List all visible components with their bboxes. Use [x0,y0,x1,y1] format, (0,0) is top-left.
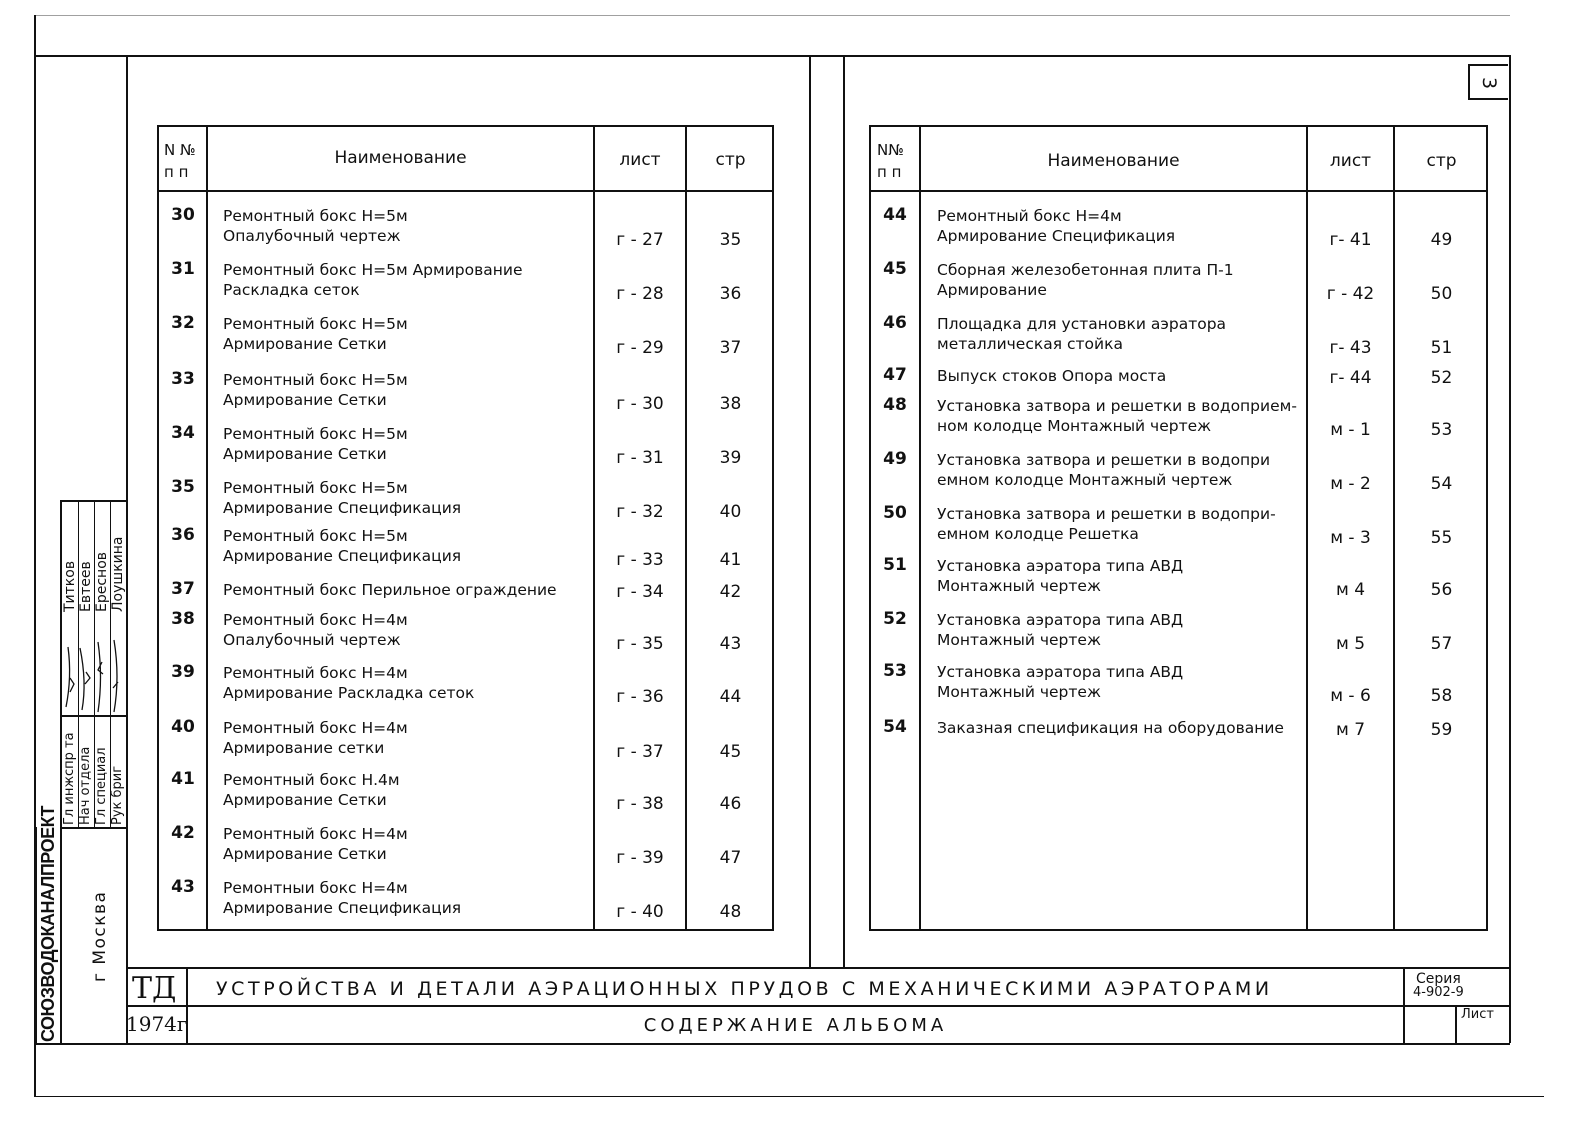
stamp-role-3: Гл специал [94,747,109,825]
row-name: Ремонтный бокс Н=4м Армирование Сетки [223,825,408,863]
outer-top-border [34,55,1510,57]
row-sheet: г - 27 [616,230,664,250]
row-page: 57 [1430,634,1453,654]
stamp-divider [62,827,128,829]
row-sheet: г - 40 [616,902,664,922]
row-number: 36 [171,525,195,545]
row-page: 44 [719,687,742,707]
row-page: 52 [1430,368,1453,388]
header-num: N № п п [164,141,196,181]
row-sheet: м 5 [1335,634,1366,654]
row-page: 56 [1430,580,1453,600]
row-number: 40 [171,717,195,737]
title-block [126,967,1511,1043]
row-page: 54 [1430,474,1453,494]
row-name: Ремонтный бокс Н=5м Армирование Спецификация [223,479,462,517]
row-page: 58 [1430,686,1453,706]
row-number: 32 [171,313,195,333]
drawing-subtitle: СОДЕРЖАНИЕ АЛЬБОМА [643,1015,948,1036]
outer-bottom-border [34,1043,1510,1045]
row-name: Ремонтный бокс Н=4м Опалубочный чертеж [223,611,408,649]
row-name: Ремонтныи бокс Н=4м Армирование Спецификация [223,879,462,917]
row-sheet: г - 33 [616,550,664,570]
row-sheet: м 4 [1335,580,1366,600]
row-sheet: г - 34 [616,582,664,602]
stamp-role-4: Рук бриг [110,765,125,825]
row-number: 41 [171,769,195,789]
row-number: 43 [171,877,195,897]
row-sheet: м - 3 [1330,528,1371,548]
row-name: Установка аэратора типа АВД Монтажный чертеж [937,557,1184,595]
header-name: Наименование [1047,151,1180,171]
row-page: 40 [719,502,742,522]
row-page: 41 [719,550,742,570]
center-fold-line-right [843,55,845,967]
stamp-role-1: Гл инжспр та [62,732,77,825]
row-number: 49 [883,449,907,469]
row-name: Ремонтный бокс Н=5м Армирование Сетки [223,425,408,463]
row-name: Ремонтный бокс Перильное ограждение [223,581,557,599]
row-sheet: г - 42 [1326,284,1375,304]
row-name: Выпуск стоков Опора моста [937,367,1167,385]
row-number: 30 [171,205,195,225]
row-sheet: м - 2 [1330,474,1371,494]
drawing-title: УСТРОЙСТВА И ДЕТАЛИ АЭРАЦИОННЫХ ПРУДОВ С МЕХАНИЧЕСКИМИ АЭРАТОРАМИ [216,978,1273,1000]
page-number: 3 [1478,76,1500,90]
row-name: Ремонтный бокс Н.4м Армирование Сетки [223,771,400,809]
row-page: 59 [1430,720,1453,740]
row-sheet: г - 35 [616,634,664,654]
row-sheet: г - 31 [616,448,664,468]
header-divider [871,190,1488,192]
stamp-name-2: Евтеев [78,561,94,612]
row-sheet: м - 6 [1330,686,1371,706]
row-sheet: м 7 [1335,720,1366,740]
series-label: Серия [1416,971,1461,987]
row-sheet: г - 37 [616,742,664,762]
row-page: 55 [1430,528,1453,548]
row-name: Установка аэратора типа АВД Монтажный чертеж [937,611,1184,649]
stamp-separator [126,55,128,1043]
row-sheet: г- 44 [1329,368,1372,388]
stamp-name-4: Лоушкина [110,536,126,612]
row-number: 53 [883,661,907,681]
row-number: 45 [883,259,907,279]
row-number: 42 [171,823,195,843]
page-number-box [1468,64,1508,100]
row-name: Ремонтный бокс Н=5м Армирование Раскладка сеток [223,261,523,299]
row-sheet: г - 29 [616,338,664,358]
row-page: 49 [1430,230,1453,250]
row-number: 34 [171,423,195,443]
page-top-edge [34,15,1510,16]
row-number: 31 [171,259,195,279]
row-number: 54 [883,717,907,737]
stamp-name-1: Титков [62,560,78,612]
header-divider [159,190,774,192]
row-sheet: г - 39 [616,848,664,868]
row-number: 33 [171,369,195,389]
signatures-icon [62,632,128,715]
header-sheet: лист [619,150,661,170]
stamp-divider-names [62,715,128,717]
title-block-code: ТД [132,971,177,1006]
row-sheet: г- 41 [1329,230,1372,250]
row-page: 42 [719,582,742,602]
col-divider-num [206,127,208,931]
sheet-label: Лист [1461,1007,1494,1022]
side-stamp [38,500,126,1043]
header-sheet: лист [1329,151,1372,171]
row-number: 50 [883,503,907,523]
header-page: стр [715,150,746,170]
row-sheet: м - 1 [1330,420,1371,440]
row-name: Ремонтный бокс Н=4м Армирование Спецификация [937,207,1176,245]
row-number: 47 [883,365,907,385]
header-num: N№ п п [877,141,904,181]
row-page: 46 [719,794,742,814]
stamp-name-3: Ереснов [94,551,110,612]
row-page: 38 [719,394,742,414]
row-page: 53 [1430,420,1453,440]
title-block-year: 1974г [126,1012,188,1036]
row-number: 48 [883,395,907,415]
title-block-series-divider [1403,969,1405,1045]
page-bottom-border [34,1096,1544,1097]
row-page: 51 [1430,338,1453,358]
stamp-left-edge [36,827,37,1045]
row-sheet: г - 30 [616,394,664,414]
row-name: Установка затвора и решетки в водоприем- ном колодце Монтажный чертеж [937,397,1297,435]
title-block-sheet-divider [1455,1005,1457,1045]
stamp-city: г Москва [90,890,110,982]
row-number: 35 [171,477,195,497]
row-name: Заказная спецификация на оборудование [937,719,1284,737]
col-divider-num [919,127,921,931]
outer-right-border [1509,55,1511,1043]
series-value: 4-902-9 [1413,985,1464,1000]
row-name: Установка аэратора типа АВД Монтажный чертеж [937,663,1184,701]
row-number: 38 [171,609,195,629]
center-fold-line-left [809,55,811,967]
row-name: Сборная железобетонная плита П-1 Армирование [937,261,1234,299]
row-name: Ремонтный бокс Н=4м Армирование Раскладка сеток [223,664,475,702]
row-sheet: г - 38 [616,794,664,814]
header-page: стр [1426,151,1457,171]
row-sheet: г - 32 [616,502,664,522]
row-sheet: г- 43 [1329,338,1372,358]
row-page: 50 [1430,284,1453,304]
row-name: Ремонтный бокс Н=5м Армирование Сетки [223,315,408,353]
row-page: 36 [719,284,742,304]
row-name: Установка затвора и решетки в водопри- емном колодце Решетка [937,505,1276,543]
row-name: Ремонтный бокс Н=5м Армирование Спецификация [223,527,462,565]
row-sheet: г - 28 [616,284,664,304]
stamp-role-2: Нач отдела [78,746,93,825]
row-page: 39 [719,448,742,468]
header-name: Наименование [334,148,467,168]
row-page: 35 [719,230,742,250]
contents-table-right [869,125,1488,931]
row-name: Ремонтный бокс Н=4м Армирование сетки [223,719,408,757]
title-block-divider [126,1005,1511,1007]
row-number: 52 [883,609,907,629]
row-page: 45 [719,742,742,762]
row-name: Установка затвора и решетки в водопри емном колодце Монтажный чертеж [937,451,1271,489]
row-number: 46 [883,313,907,333]
row-number: 39 [171,662,195,682]
row-number: 37 [171,579,195,599]
row-number: 51 [883,555,907,575]
row-page: 48 [719,902,742,922]
row-name: Площадка для установки аэратора металлическая стойка [937,315,1227,353]
row-name: Ремонтный бокс Н=5м Опалубочный чертеж [223,207,408,245]
stamp-organization: СОЮЗВОДОКАНАЛПРОЕКТ [38,805,58,1042]
row-page: 47 [719,848,742,868]
row-sheet: г - 36 [616,687,664,707]
row-page: 37 [719,338,742,358]
row-page: 43 [719,634,742,654]
row-name: Ремонтный бокс Н=5м Армирование Сетки [223,371,408,409]
row-number: 44 [883,205,907,225]
contents-table-left [157,125,774,931]
